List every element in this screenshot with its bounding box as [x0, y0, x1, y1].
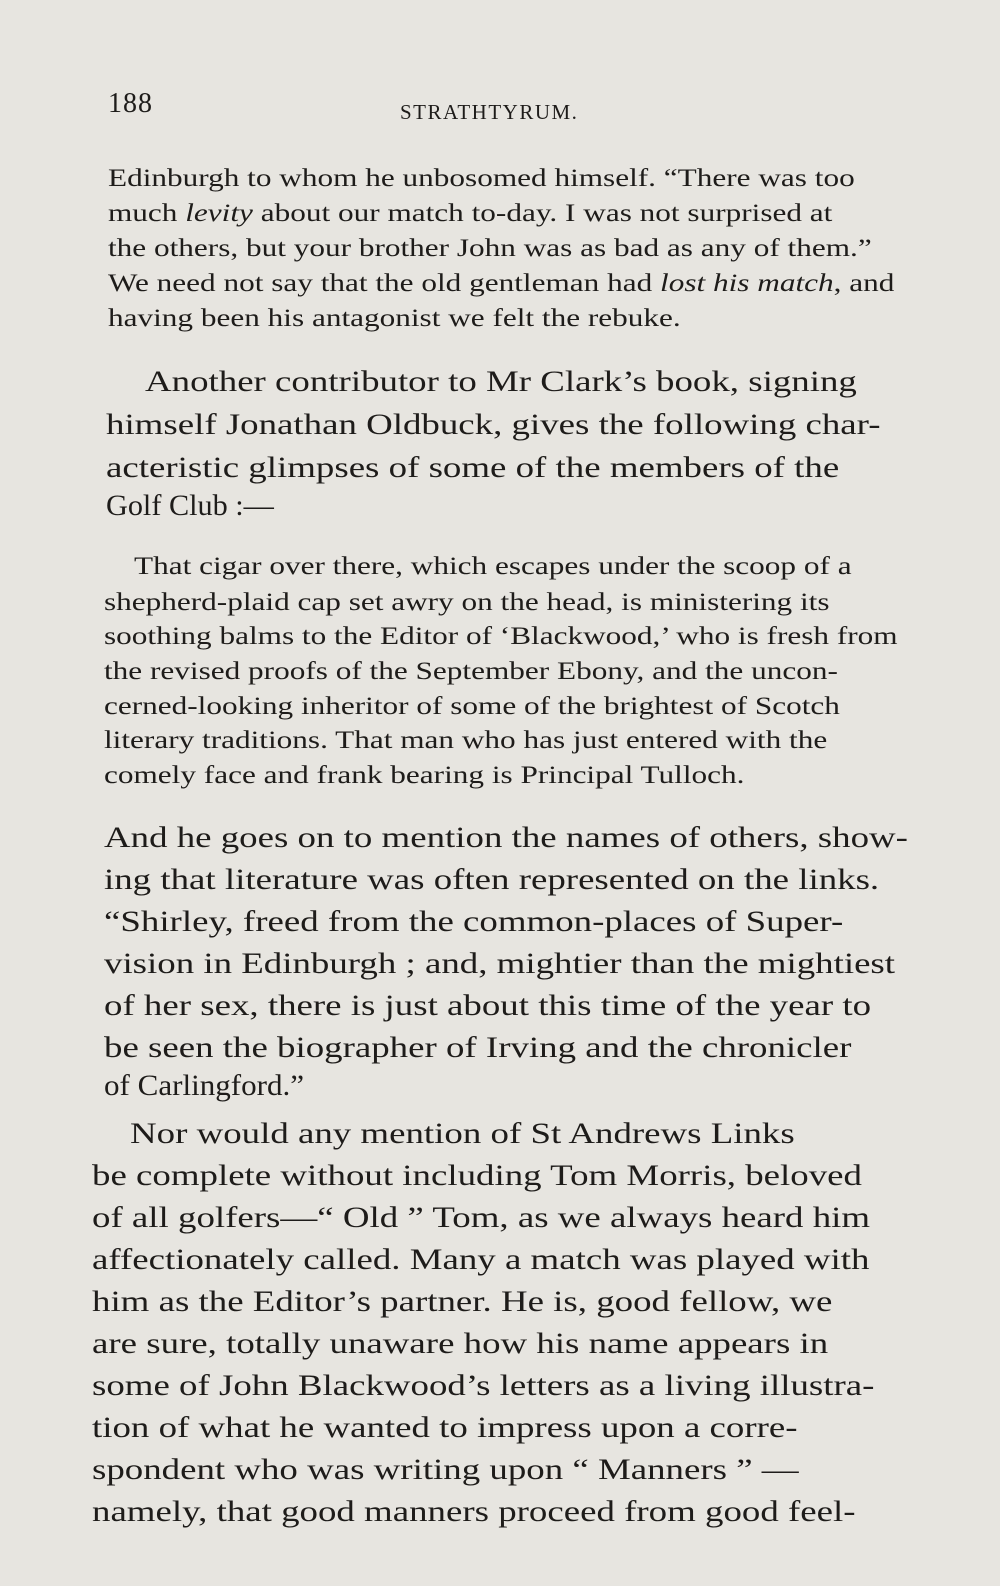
text-run: the revised proofs of the September Ebony, and the uncon- [104, 658, 838, 685]
text-run: of all golfers—“ Old ” Tom, as we always heard him [92, 1202, 871, 1234]
text-run: him as the Editor’s partner. He is, good fellow, we [92, 1286, 833, 1318]
text-run: himself Jonathan Oldbuck, gives the following char- [106, 409, 881, 441]
text-run: Another contributor to Mr Clark’s book, signing [145, 366, 857, 398]
paragraph-4-line [130, 1120, 795, 1150]
quote-line [134, 554, 852, 579]
paragraph-4-line [92, 1414, 798, 1444]
paragraph-3-line [104, 1034, 851, 1064]
paragraph-3-line [104, 992, 871, 1022]
paragraph-4-line [92, 1246, 870, 1276]
paragraph-1-line [108, 236, 872, 261]
paragraph-4-line [92, 1456, 799, 1486]
quote-line [104, 694, 840, 719]
paragraph-1-line [108, 306, 681, 331]
text-run: about our match to-day. I was not surprised at [252, 200, 833, 227]
quote-line [104, 763, 744, 788]
text-run: spondent who was writing upon “ Manners ” — [92, 1454, 799, 1486]
text-run: comely face and frank bearing is Principal Tulloch. [104, 762, 745, 789]
paragraph-4-line [92, 1162, 862, 1192]
paragraph-4-line [92, 1204, 870, 1234]
text-run: much [108, 200, 186, 227]
text-run: literary traditions. That man who has just entered with the [104, 727, 828, 754]
text-run: shepherd-plaid cap set awry on the head, is ministering its [104, 589, 830, 616]
quote-line [104, 590, 830, 615]
text-run: some of John Blackwood’s letters as a living illustra- [92, 1370, 875, 1402]
text-run: “Shirley, freed from the common-places of Super- [104, 906, 844, 938]
italic-phrase: levity [185, 200, 253, 227]
text-run: Edinburgh to whom he unbosomed himself. “There was too [108, 165, 855, 192]
text-run: of Carlingford.” [104, 1070, 305, 1102]
paragraph-4-line [92, 1330, 828, 1360]
text-run: affectionately called. Many a match was played with [92, 1244, 870, 1276]
paragraph-3-line [104, 950, 895, 980]
text-run: acteristic glimpses of some of the members of the [106, 452, 840, 484]
paragraph-2-line [106, 492, 274, 522]
quote-line [104, 659, 838, 684]
text-run: Golf Club :— [106, 490, 274, 522]
quote-line [104, 624, 898, 649]
italic-phrase: lost his match [660, 270, 834, 297]
text-run: tion of what he wanted to impress upon a corre- [92, 1412, 798, 1444]
paragraph-1-line [108, 271, 894, 296]
text-run: be seen the biographer of Irving and the chronicler [104, 1032, 852, 1064]
paragraph-2-line [106, 411, 880, 441]
paragraph-3-line [104, 1072, 304, 1102]
page-number: 188 [108, 88, 153, 119]
running-title: STRATHTYRUM. [400, 100, 579, 124]
text-run: ing that literature was often represented on the links. [104, 864, 880, 896]
text-run: , and [833, 270, 895, 297]
text-run: soothing balms to the Editor of ‘Blackwood,’ who is fresh from [104, 623, 898, 650]
text-run: That cigar over there, which escapes under the scoop of a [134, 553, 852, 580]
paragraph-4-line [92, 1372, 874, 1402]
text-run: be complete without including Tom Morris, beloved [92, 1160, 862, 1192]
paragraph-1-line [108, 166, 855, 191]
quote-line [104, 728, 827, 753]
paragraph-2-line [145, 368, 857, 398]
text-run: namely, that good manners proceed from good feel- [92, 1496, 856, 1528]
paragraph-3-line [104, 908, 843, 938]
text-run: having been his antagonist we felt the rebuke. [108, 305, 681, 332]
text-run: We need not say that the old gentleman had [108, 270, 661, 297]
text-run: are sure, totally unaware how his name appears in [92, 1328, 829, 1360]
paragraph-4-line [92, 1288, 832, 1318]
paragraph-1-line [108, 201, 832, 226]
paragraph-3-line [104, 824, 908, 854]
paragraph-2-line [106, 454, 839, 484]
paragraph-3-line [104, 866, 879, 896]
text-run: cerned-looking inheritor of some of the brightest of Scotch [104, 693, 840, 720]
text-run: of her sex, there is just about this time of the year to [104, 990, 872, 1022]
text-run: Nor would any mention of St Andrews Links [130, 1118, 795, 1150]
paragraph-4-line [92, 1498, 856, 1528]
text-run: the others, but your brother John was as bad as any of them.” [108, 235, 872, 262]
text-run: vision in Edinburgh ; and, mightier than the mightiest [104, 948, 896, 980]
text-run: And he goes on to mention the names of others, show- [104, 822, 908, 854]
